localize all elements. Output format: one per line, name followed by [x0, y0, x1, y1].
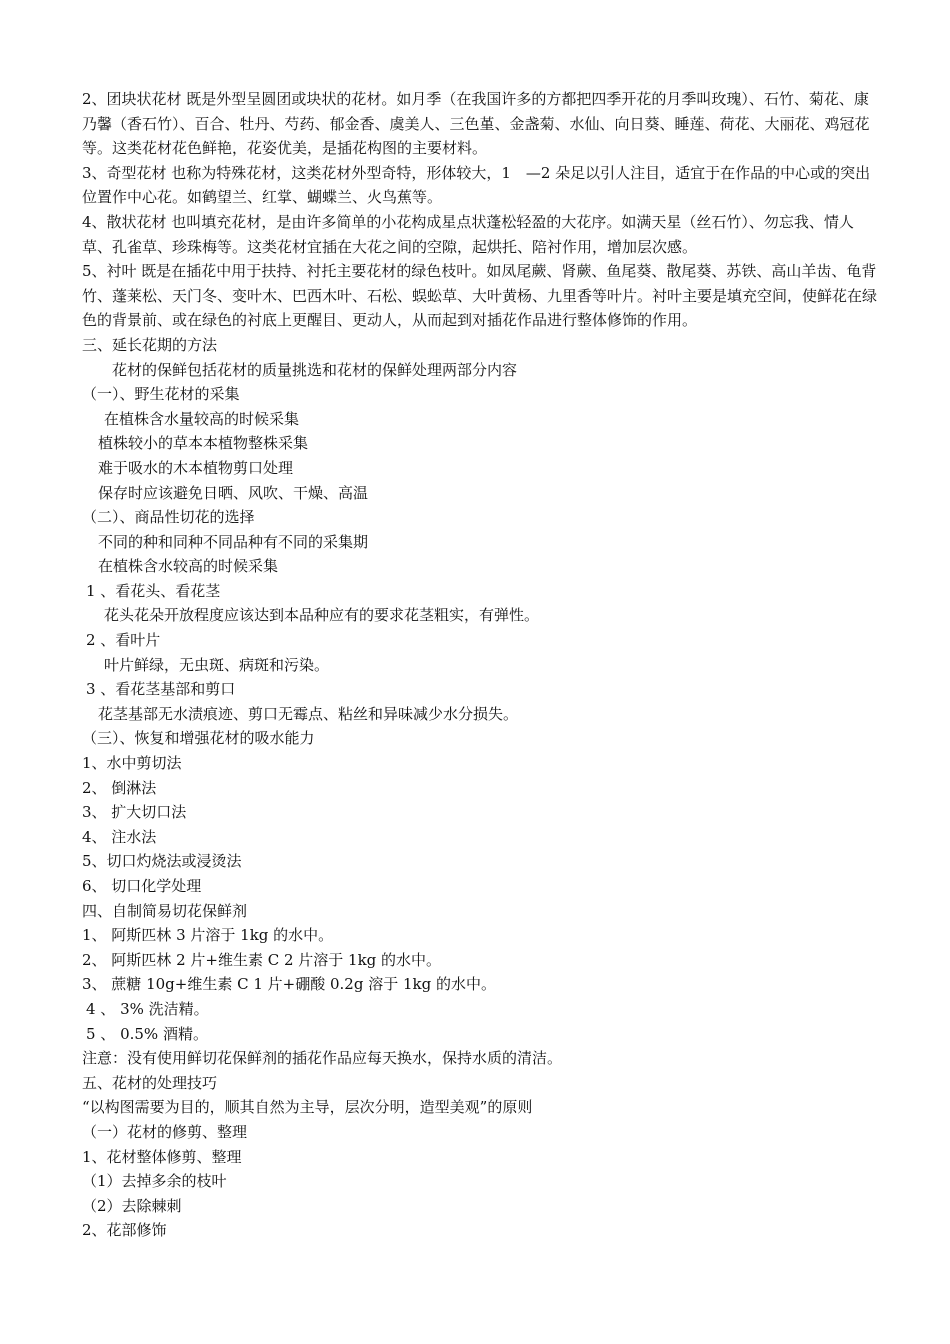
subheading-water-absorption: （三）、恢复和增强花材的吸水能力: [82, 729, 315, 748]
para-scattered-flowers: 4、散状花材 也叫填充花材，是由许多简单的小花构成星点状蓬松轻盈的大花序。如满天星（丝石竹）、勿忘我、情人草、孔雀草、珍珠梅等。这类花材宜插在大花之间的空隙，起烘托、陪衬作用，增加层次感。: [82, 212, 854, 256]
method-1: 1、水中剪切法: [82, 754, 182, 773]
principle-quote: “以构图需要为目的，顺其自然为主导，层次分明，造型美观”的原则: [82, 1098, 533, 1117]
method-3: 3、 扩大切口法: [82, 803, 187, 822]
method-4: 4、 注水法: [82, 827, 157, 846]
subheading-wild-collection: （一）、野生花材的采集: [82, 385, 240, 404]
item-wild-4: 保存时应该避免日晒、风吹、干燥、高温: [98, 483, 369, 502]
document-page: [82, 87, 882, 1243]
item-wild-2: 植株较小的草本本植物整株采集: [98, 434, 309, 453]
para-foliage: 5、衬叶 既是在插花中用于扶持、衬托主要花材的绿色枝叶。如凤尾蕨、肾蕨、鱼尾葵、散尾葵、苏铁、高山羊齿、龟背竹、蓬莱松、天门冬、变叶木、巴西木叶、石松、蜈蚣草、大叶黄杨、九里香等叶片。衬叶主要是填充空间，使鲜花在绿色的背景前、或在绿色的衬底上更醒目、更动人，从而起到对插花作品进行整体修饰的作用。: [82, 262, 878, 330]
step-check-head-detail: 花头花朵开放程度应该达到本品种应有的要求花茎粗实，有弹性。: [104, 606, 540, 625]
para-exotic-flowers: 3、奇型花材 也称为特殊花材，这类花材外型奇特，形体较大，1 —2 朵足以引人注目，适宜于在作品的中心或的突出位置作中心花。如鹤望兰、红掌、蝴蝶兰、火鸟蕉等。: [82, 163, 871, 207]
step-check-stem: 3 、看花茎基部和剪口: [86, 680, 236, 699]
item-wild-3: 难于吸水的木本植物剪口处理: [98, 458, 294, 477]
step-check-leaves: 2 、看叶片: [86, 631, 161, 650]
pruning-step-1: 1、花材整体修剪、整理: [82, 1147, 242, 1166]
intro-preservation: 花材的保鲜包括花材的质量挑选和花材的保鲜处理两部分内容: [112, 360, 518, 379]
method-2: 2、 倒淋法: [82, 778, 157, 797]
recipe-1: 1、 阿斯匹林 3 片溶于 1kg 的水中。: [82, 926, 334, 945]
heading-extend-flowering: 三、延长花期的方法: [82, 335, 218, 354]
item-wild-1: 在植株含水量较高的时候采集: [104, 409, 300, 428]
item-commercial-2: 在植株含水较高的时候采集: [98, 557, 279, 576]
recipe-3: 3、 蔗糖 10g+维生素 C 1 片+硼酸 0.2g 溶于 1kg 的水中。: [82, 975, 496, 994]
method-5: 5、切口灼烧法或浸烫法: [82, 852, 242, 871]
method-6: 6、 切口化学处理: [82, 877, 202, 895]
subheading-pruning: （一）花材的修剪、整理: [82, 1122, 248, 1141]
pruning-sub-1: （1）去掉多余的枝叶: [82, 1172, 227, 1191]
recipe-2: 2、 阿斯匹林 2 片+维生素 C 2 片溶于 1kg 的水中。: [82, 950, 442, 969]
heading-handling-techniques: 五、花材的处理技巧: [82, 1073, 218, 1092]
step-check-head: 1 、看花头、看花茎: [86, 581, 221, 600]
step-check-stem-detail: 花茎基部无水渍痕迹、剪口无霉点、粘丝和异味减少水分损失。: [98, 704, 519, 723]
heading-homemade-preservative: 四、自制简易切花保鲜剂: [82, 901, 248, 920]
para-clumped-flowers: 2、团块状花材 既是外型呈圆团或块状的花材。如月季（在我国许多的方都把四季开花的月季叫玫瑰）、石竹、菊花、康乃馨（香石竹）、百合、牡丹、芍药、郁金香、虞美人、三色堇、金盏菊、水仙、向日葵、睡莲、荷花、大丽花、鸡冠花等。这类花材花色鲜艳，花姿优美，是插花构图的主要材料。: [82, 90, 870, 158]
note-change-water: 注意：没有使用鲜切花保鲜剂的插花作品应每天换水，保持水质的清洁。: [82, 1049, 563, 1068]
recipe-4: 4 、 3% 洗洁精。: [86, 999, 209, 1018]
item-commercial-1: 不同的种和同种不同品种有不同的采集期: [98, 532, 369, 551]
pruning-sub-2: （2）去除棘刺: [82, 1196, 182, 1215]
recipe-5: 5 、 0.5% 酒精。: [86, 1024, 208, 1043]
subheading-commercial-selection: （二）、商品性切花的选择: [82, 508, 255, 527]
pruning-step-2: 2、花部修饰: [82, 1221, 167, 1240]
step-check-leaves-detail: 叶片鲜绿，无虫斑、病斑和污染。: [104, 655, 330, 674]
